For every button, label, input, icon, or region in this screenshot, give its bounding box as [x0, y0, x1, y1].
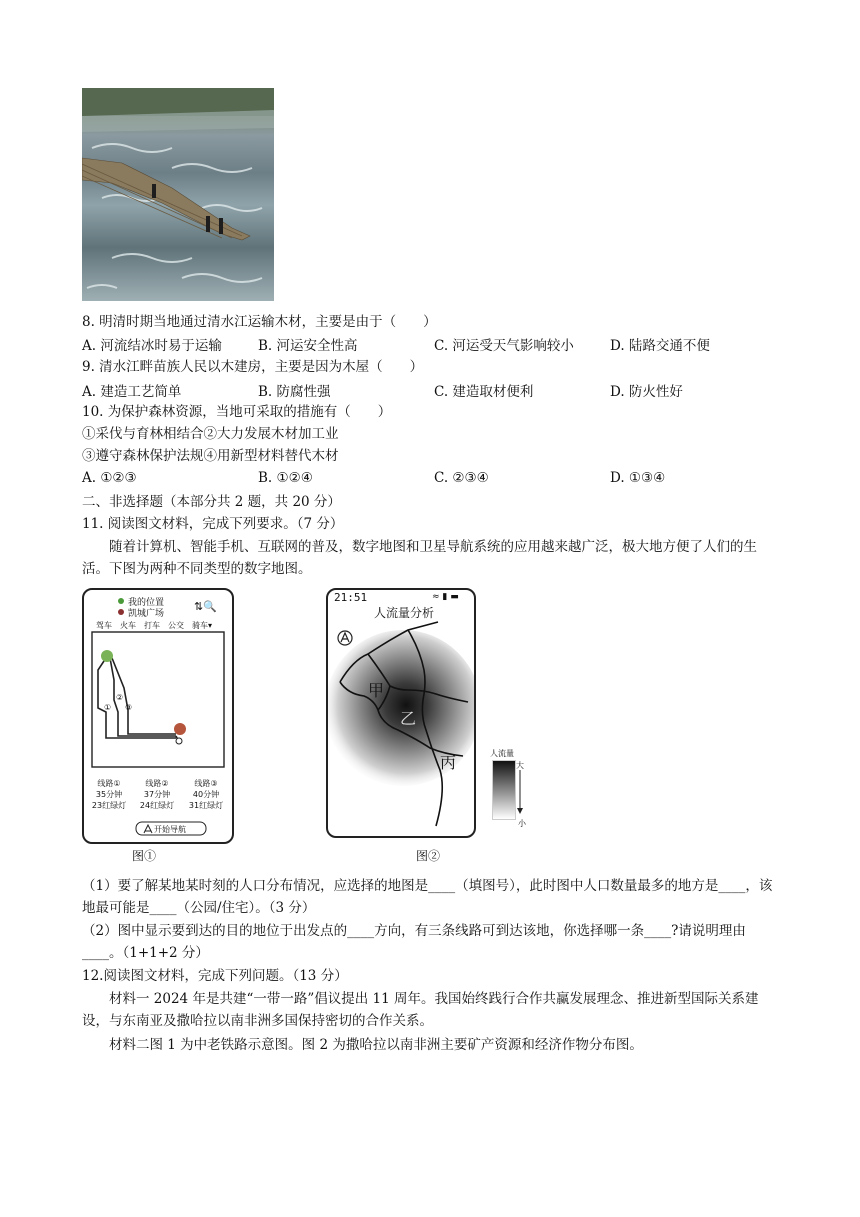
- route-1-lights: 23红绿灯: [91, 801, 127, 810]
- q8-stem: 8. 明清时期当地通过清水江运输木材，主要是由于（ ）: [82, 314, 437, 330]
- scale-title: 人流量: [490, 749, 514, 758]
- route-2-lights: 24红绿灯: [139, 801, 175, 810]
- travel-modes: [96, 620, 212, 631]
- route-summary-3: [184, 778, 228, 811]
- q10-option-a: A. ①②③: [82, 470, 137, 486]
- q12-stem: 12.阅读图文材料，完成下列问题。（13 分）: [82, 968, 348, 984]
- q8-option-c: C. 河运受天气影响较小: [434, 338, 574, 354]
- route-3-time: 40分钟: [192, 790, 220, 799]
- figure-2-caption: 图②: [416, 849, 441, 863]
- route-3-name: 线路③: [194, 779, 218, 788]
- route-3-lights: 31红绿灯: [188, 801, 224, 810]
- q8-option-d: D. 陆路交通不便: [610, 338, 710, 354]
- status-icons: ≈ ▮ ▬: [432, 592, 459, 602]
- q10-option-c: C. ②③④: [434, 470, 489, 486]
- route-marker-1: ①: [104, 703, 112, 712]
- q9-option-d: D. 防火性好: [610, 384, 683, 400]
- travel-modes-label: 驾车 火车 打车 公交 骑车: [96, 621, 208, 630]
- q10-choices-line1: ①采伐与育林相结合②大力发展木材加工业: [82, 426, 339, 442]
- q12-material-2: 材料二图 1 为中老铁路示意图。图 2 为撒哈拉以南非洲主要矿产资源和经济作物分布图。: [109, 1037, 643, 1053]
- sort-search-icon: ⇅🔍: [194, 600, 217, 613]
- q11-stem: 11. 阅读图文材料，完成下列要求。（7 分）: [82, 516, 344, 532]
- timber-raft-photo: [82, 88, 274, 301]
- route-marker-2: ②: [116, 693, 124, 702]
- crowd-map-title: 人流量分析: [374, 606, 435, 620]
- scale-arrow-icon: [515, 770, 525, 816]
- q9-stem: 9. 清水江畔苗族人民以木建房，主要是因为木屋（ ）: [82, 359, 424, 375]
- q10-option-b: B. ①②④: [258, 470, 313, 486]
- q11-paragraph: 随着计算机、智能手机、互联网的普及，数字地图和卫星导航系统的应用越来越广泛，极大地方便了人们的生活。下图为两种不同类型的数字地图。: [82, 539, 757, 577]
- status-time: 21:51: [334, 591, 368, 604]
- crowd-scale-bar: [492, 760, 516, 820]
- q10-option-d: D. ①③④: [610, 470, 666, 486]
- q9-option-c: C. 建造取材便利: [434, 384, 534, 400]
- route-2-name: 线路②: [145, 779, 169, 788]
- figure-1-caption: 图①: [132, 849, 157, 863]
- start-navigation-label: 开始导航: [154, 825, 186, 834]
- figure-1-navigation-map: [82, 588, 234, 844]
- scale-high-label: 大: [516, 761, 524, 770]
- scale-low-label: 小: [518, 819, 526, 828]
- q8-option-a: A. 河流结冰时易于运输: [82, 338, 222, 354]
- dropdown-icon: ▾: [208, 621, 213, 630]
- q9-option-a: A. 建造工艺简单: [82, 384, 182, 400]
- place-bing: 丙: [440, 753, 457, 772]
- section-two-heading: 二、非选择题（本部分共 2 题，共 20 分）: [82, 494, 341, 510]
- q11-sub1: （1）要了解某地某时刻的人口分布情况，应选择的地图是____（填图号），此时图中人口数量最多的地方是____，该地最可能是____（公园/住宅）。（3 分）: [82, 878, 773, 916]
- route-summary-2: [136, 778, 178, 811]
- route-marker-3: ③: [125, 703, 133, 712]
- place-jia: 甲: [368, 681, 385, 700]
- route-2-time: 37分钟: [143, 790, 171, 799]
- q11-sub2: （2）图中显示要到达的目的地位于出发点的____方向，有三条线路可到达该地，你选择哪一条____?请说明理由____。（1+1+2 分）: [82, 923, 746, 961]
- q10-stem: 10. 为保护森林资源，当地可采取的措施有（ ）: [82, 404, 392, 420]
- route-1-time: 35分钟: [95, 790, 123, 799]
- q8-option-b: B. 河运安全性高: [258, 338, 358, 354]
- q10-choices-line2: ③遵守森林保护法规④用新型材料替代木材: [82, 448, 339, 464]
- q9-option-b: B. 防腐性强: [258, 384, 331, 400]
- place-yi: 乙: [400, 709, 417, 728]
- q12-material-1: 材料一 2024 年是共建“一带一路”倡议提出 11 周年。我国始终践行合作共赢发展理念、推进新型国际关系建设，与东南亚及撒哈拉以南非洲多国保持密切的合作关系。: [82, 991, 759, 1029]
- route-summary-1: [88, 778, 130, 811]
- legend-my-location: 我的位置: [128, 598, 165, 608]
- legend-destination: 凯城广场: [128, 609, 165, 619]
- figure-2-crowd-map: [326, 588, 476, 838]
- route-1-name: 线路①: [97, 779, 121, 788]
